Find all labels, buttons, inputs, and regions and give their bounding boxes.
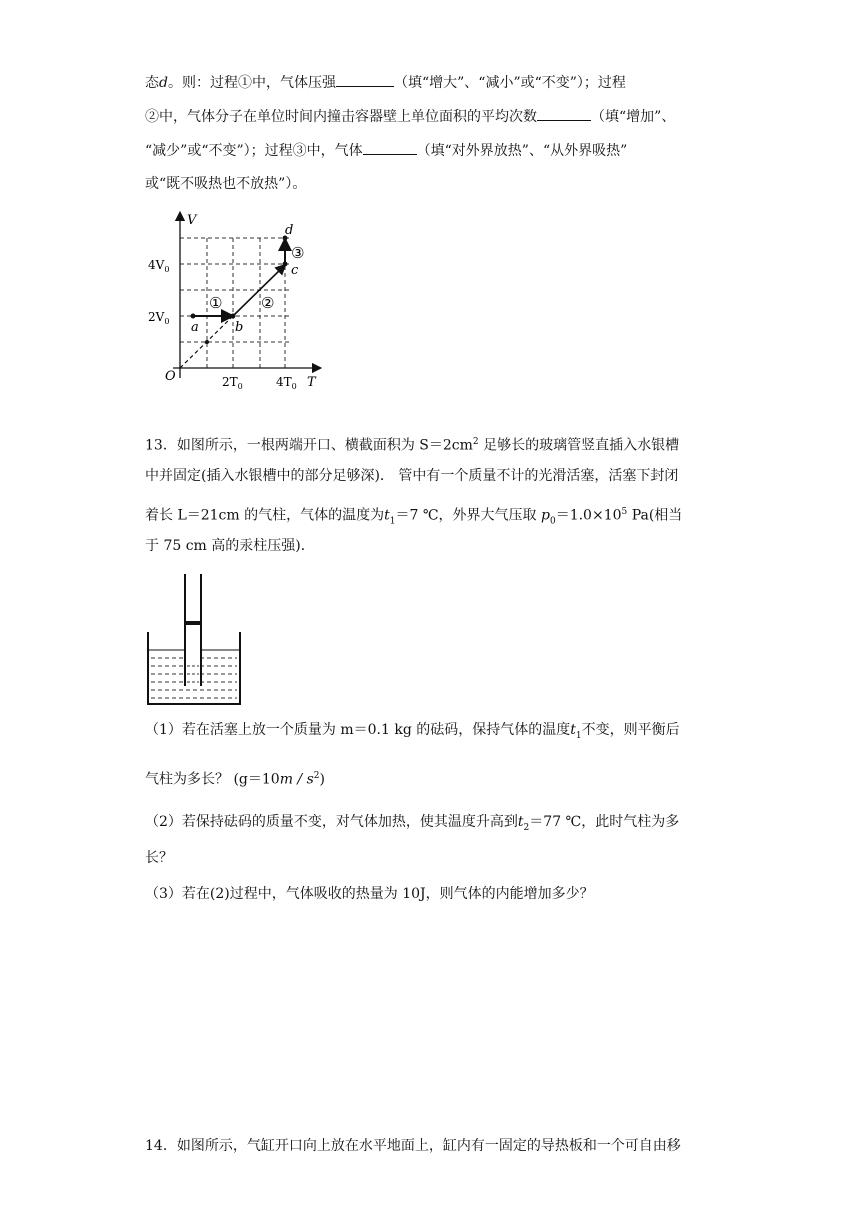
q13-line4-text: 于 75 cm 高的汞柱压强)． [145,538,315,554]
q12-line3-options: （填“对外界放热”、“从外界吸热” [416,143,628,159]
q13-line1-tail: 足够长的玻璃管竖直插入水银槽 [478,437,680,454]
q13-line3-tail: Pa(相当 [627,507,683,524]
q12-line2-options: （填“增加”、 [591,109,676,125]
answer-blank-1[interactable] [336,72,394,87]
label-process-1: ① [209,294,223,312]
q13-line-1 [145,432,679,456]
q12-line-3 [145,140,627,161]
q13-sub2-text: （2）若保持砝码的质量不变，对气体加热，使其温度升高到 [145,814,518,830]
q13-line2-text: 中并固定(插入水银槽中的部分足够深)． 管中有一个质量不计的光滑活塞，活塞下封闭 [145,468,679,484]
tube-interior [185,574,201,686]
mercury-trough-diagram [145,572,245,708]
axis-t-label: T [307,375,316,390]
q13-sub3-line [145,884,594,904]
q13-sub2-temp-symbol: t [517,814,524,830]
q14-line-1 [145,1136,681,1156]
origin-label: O [165,369,176,384]
q13-sub1-close: ) [319,771,325,788]
x-tick-2t0: $2T_0$ [222,375,243,391]
q13-sub1-temp-symbol: t [570,722,576,738]
q13-sub2-tail: ＝77 ℃，此时气柱为多 [529,814,680,830]
q13-sub1-tail: 不变，则平衡后 [581,722,680,738]
q13-line3-text: 着长 L＝21cm 的气柱，气体的温度为 [145,507,385,524]
x-tick-4t0: $4T_0$ [276,375,297,391]
label-b: b [235,320,244,335]
q13-temp-symbol: t [384,507,390,524]
q13-sub2-question: 长？ [145,850,173,866]
point-origin-mid [205,340,209,344]
q13-sub1-unit-exponent: 2 [313,771,320,781]
label-a: a [191,320,199,335]
q12-line3-text: “减少”或“不变”）；过程③中，气体 [145,143,363,159]
piston [185,621,201,625]
label-process-2: ② [261,294,275,312]
q13-pressure-subscript: 0 [549,516,556,527]
q13-pressure-value: ＝1.0×10 [555,507,622,524]
q12-line1-prefix: 态 [145,75,159,91]
q13-area-exponent: 2 [472,437,479,447]
q12-line-1 [145,72,626,93]
label-d: d [285,223,294,238]
q13-sub2-line-2 [145,848,173,868]
q12-line1-text: 。则：过程①中，气体压强 [167,75,336,91]
label-process-3: ③ [291,244,305,262]
label-c: c [291,263,299,278]
y-tick-2v0: $2V_0$ [148,310,170,326]
q13-line3-mid: ＝7 ℃，外界大气压取 [395,507,537,524]
vt-diagram [145,208,335,394]
q13-temp-subscript: 1 [389,516,396,527]
q13-sub1-text: （1）若在活塞上放一个质量为 m＝0.1 kg 的砝码，保持气体的温度 [145,722,571,738]
q13-line1-text: 13．如图所示，一根两端开口、横截面积为 S＝2cm [145,437,473,454]
q13-sub1-temp-subscript: 1 [575,730,582,741]
q13-line-4 [145,536,315,556]
q13-sub1-line-2 [145,766,325,790]
point-b [231,314,236,319]
q13-sub1-line-1 [145,720,680,746]
process-2-path [233,266,284,316]
q12-line4-text: 或“既不吸热也不放热”）。 [145,176,307,192]
y-tick-4v0: $4V_0$ [148,258,170,274]
q13-sub2-temp-subscript: 2 [523,822,530,833]
q13-line-3 [145,502,682,531]
axis-v-label: V [187,213,197,228]
point-c [283,262,288,267]
q13-line-2 [145,466,678,486]
q12-state-d: d [159,75,168,91]
q12-line1-options: （填“增大”、“减小”或“不变”）；过程 [393,75,626,91]
point-a [191,314,196,319]
q13-sub1-question: 气柱为多长？ (g＝10 [145,771,280,788]
q13-sub2-line-1 [145,812,679,838]
q13-sub3-text: （3）若在(2)过程中，气体吸收的热量为 10J，则气体的内能增加多少？ [145,886,594,902]
q13-pressure-symbol: p [541,507,550,524]
answer-blank-3[interactable] [363,140,417,155]
answer-blank-2[interactable] [537,106,591,121]
q12-line-2 [145,106,675,127]
q13-pressure-exponent: 5 [621,507,628,517]
q12-line-4 [145,174,306,194]
q13-sub1-unit: m / s [279,771,314,788]
q12-line2-text: ②中，气体分子在单位时间内撞击容器壁上单位面积的平均次数 [145,109,537,125]
q14-line1-text: 14．如图所示，气缸开口向上放在水平地面上，缸内有一固定的导热板和一个可自由移 [145,1138,681,1154]
